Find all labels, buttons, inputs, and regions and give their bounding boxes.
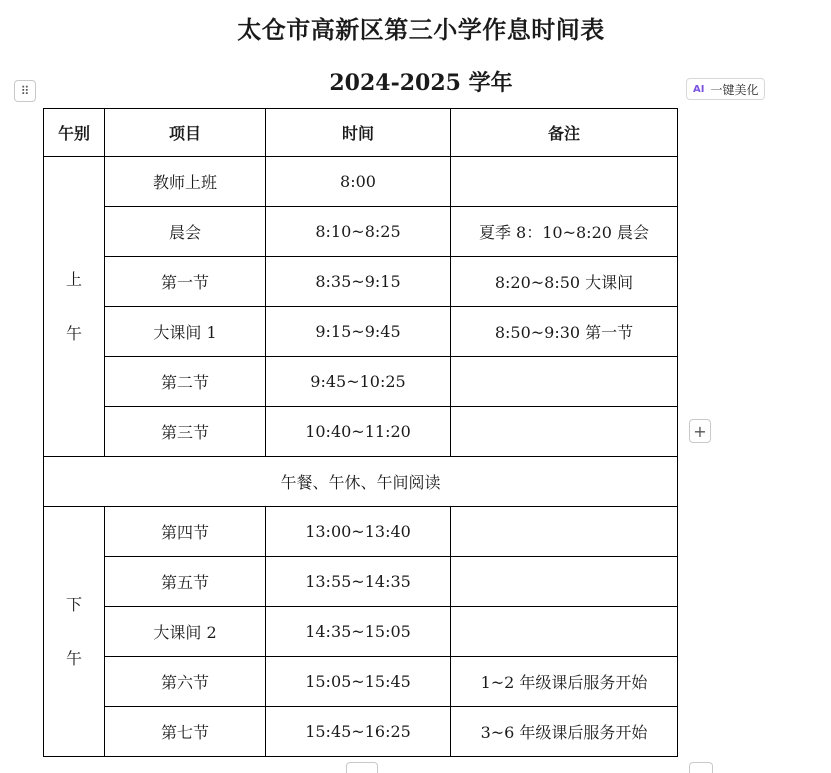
time-cell: 8:10~8:25 xyxy=(266,207,451,257)
note-cell: 夏季 8：10~8:20 晨会 xyxy=(451,207,678,257)
note-cell: 1~2 年级课后服务开始 xyxy=(451,657,678,707)
header-time: 时间 xyxy=(266,109,451,157)
header-period: 午别 xyxy=(44,109,105,157)
header-note: 备注 xyxy=(451,109,678,157)
note-cell xyxy=(451,607,678,657)
note-cell: 8:20~8:50 大课间 xyxy=(451,257,678,307)
ai-beautify-button[interactable] xyxy=(686,78,765,100)
table-row xyxy=(44,707,678,757)
table-row xyxy=(44,307,678,357)
item-cell: 第六节 xyxy=(105,657,266,707)
time-cell: 9:45~10:25 xyxy=(266,357,451,407)
time-cell: 15:05~15:45 xyxy=(266,657,451,707)
time-cell: 10:40~11:20 xyxy=(266,407,451,457)
school-year-subtitle: 2024-2025 学年 xyxy=(329,70,513,96)
table-drag-handle-button[interactable] xyxy=(14,80,36,102)
table-row xyxy=(44,607,678,657)
time-cell: 13:00~13:40 xyxy=(266,507,451,557)
note-cell: 3~6 年级课后服务开始 xyxy=(451,707,678,757)
time-cell: 8:00 xyxy=(266,157,451,207)
afternoon-label-char: 下 xyxy=(65,594,82,614)
table-row xyxy=(44,257,678,307)
table-row xyxy=(44,357,678,407)
item-cell: 第五节 xyxy=(105,557,266,607)
table-row xyxy=(44,507,678,557)
add-row-button[interactable] xyxy=(689,419,711,443)
table-header-row xyxy=(44,109,678,157)
note-cell xyxy=(451,357,678,407)
time-cell: 8:35~9:15 xyxy=(266,257,451,307)
note-cell xyxy=(451,157,678,207)
item-cell: 第二节 xyxy=(105,357,266,407)
item-cell: 大课间 2 xyxy=(105,607,266,657)
morning-label-char: 上 xyxy=(65,269,82,289)
table-row xyxy=(44,157,678,207)
morning-period-cell xyxy=(44,157,105,457)
schedule-table xyxy=(43,108,678,757)
item-cell: 第一节 xyxy=(105,257,266,307)
lunch-row xyxy=(44,457,678,507)
note-cell xyxy=(451,557,678,607)
time-cell: 13:55~14:35 xyxy=(266,557,451,607)
item-cell: 第三节 xyxy=(105,407,266,457)
table-row xyxy=(44,407,678,457)
item-cell: 大课间 1 xyxy=(105,307,266,357)
time-cell: 14:35~15:05 xyxy=(266,607,451,657)
table-row xyxy=(44,557,678,607)
document-title: 太仓市高新区第三小学作息时间表 xyxy=(237,15,605,44)
lunch-cell: 午餐、午休、午间阅读 xyxy=(44,457,678,507)
ai-beautify-label: 一键美化 xyxy=(710,82,759,97)
note-cell xyxy=(451,407,678,457)
header-item: 项目 xyxy=(105,109,266,157)
item-cell: 晨会 xyxy=(105,207,266,257)
item-cell: 第七节 xyxy=(105,707,266,757)
table-row xyxy=(44,657,678,707)
time-cell: 15:45~16:25 xyxy=(266,707,451,757)
afternoon-period-cell xyxy=(44,507,105,757)
table-row xyxy=(44,207,678,257)
item-cell: 第四节 xyxy=(105,507,266,557)
afternoon-label-char: 午 xyxy=(65,648,82,668)
ai-icon: AI xyxy=(693,83,705,95)
note-cell xyxy=(451,507,678,557)
item-cell: 教师上班 xyxy=(105,157,266,207)
morning-label-char: 午 xyxy=(65,323,82,343)
plus-icon: + xyxy=(693,421,707,441)
time-cell: 9:15~9:45 xyxy=(266,307,451,357)
drag-handle-icon: ⠿ xyxy=(20,84,30,98)
note-cell: 8:50~9:30 第一节 xyxy=(451,307,678,357)
